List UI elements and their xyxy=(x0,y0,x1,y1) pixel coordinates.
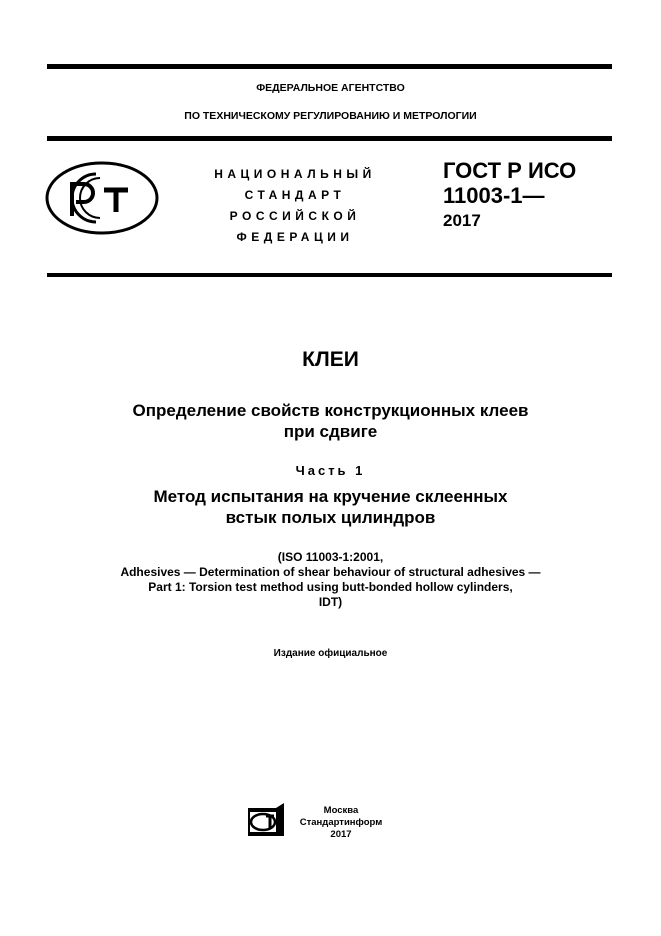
standard-type-line: НАЦИОНАЛЬНЫЙ xyxy=(214,167,376,181)
part-label: Часть 1 xyxy=(295,463,366,478)
part-title-line-2: встык полых цилиндров xyxy=(225,508,436,527)
agency-rule xyxy=(47,136,612,141)
part-title xyxy=(0,486,661,528)
top-rule xyxy=(47,64,612,69)
iso-reference-line: Part 1: Torsion test method using butt-bonded hollow cylinders, xyxy=(148,580,513,594)
edition-label: Издание официальное xyxy=(273,648,388,659)
iso-reference xyxy=(0,550,661,610)
designation-line-1: ГОСТ Р ИСО xyxy=(443,158,577,183)
part-title-line-1: Метод испытания на кручение склеенных xyxy=(153,487,508,506)
standartinform-logo-icon xyxy=(246,802,286,840)
standard-type-line: ФЕДЕРАЦИИ xyxy=(236,230,354,244)
iso-reference-line: Adhesives — Determination of shear behaviour of structural adhesives — xyxy=(120,565,541,579)
publisher-name: Стандартинформ xyxy=(299,817,383,828)
rst-logo-icon xyxy=(44,160,160,236)
iso-reference-line: IDT) xyxy=(318,595,343,609)
designation-year: 2017 xyxy=(443,211,481,230)
publisher-year: 2017 xyxy=(330,829,352,840)
header-rule xyxy=(47,273,612,277)
agency-line-1: ФЕДЕРАЛЬНОЕ АГЕНТСТВО xyxy=(256,82,405,94)
subtitle-line-1: Определение свойств конструкционных клеев xyxy=(132,401,529,420)
publisher-info xyxy=(294,805,388,841)
subtitle-line-2: при сдвиге xyxy=(283,422,378,441)
standard-designation xyxy=(443,158,576,233)
standard-type xyxy=(190,164,400,248)
standard-type-line: РОССИЙСКОЙ xyxy=(229,209,361,223)
publisher-city: Москва xyxy=(323,805,359,816)
designation-line-2: 11003-1— xyxy=(443,183,545,208)
standard-type-line: СТАНДАРТ xyxy=(244,188,346,202)
document-title: КЛЕИ xyxy=(302,348,359,371)
agency-line-2: ПО ТЕХНИЧЕСКОМУ РЕГУЛИРОВАНИЮ И МЕТРОЛОГИИ xyxy=(184,110,477,122)
iso-reference-line: (ISO 11003-1:2001, xyxy=(277,550,384,564)
document-subtitle xyxy=(0,400,661,442)
